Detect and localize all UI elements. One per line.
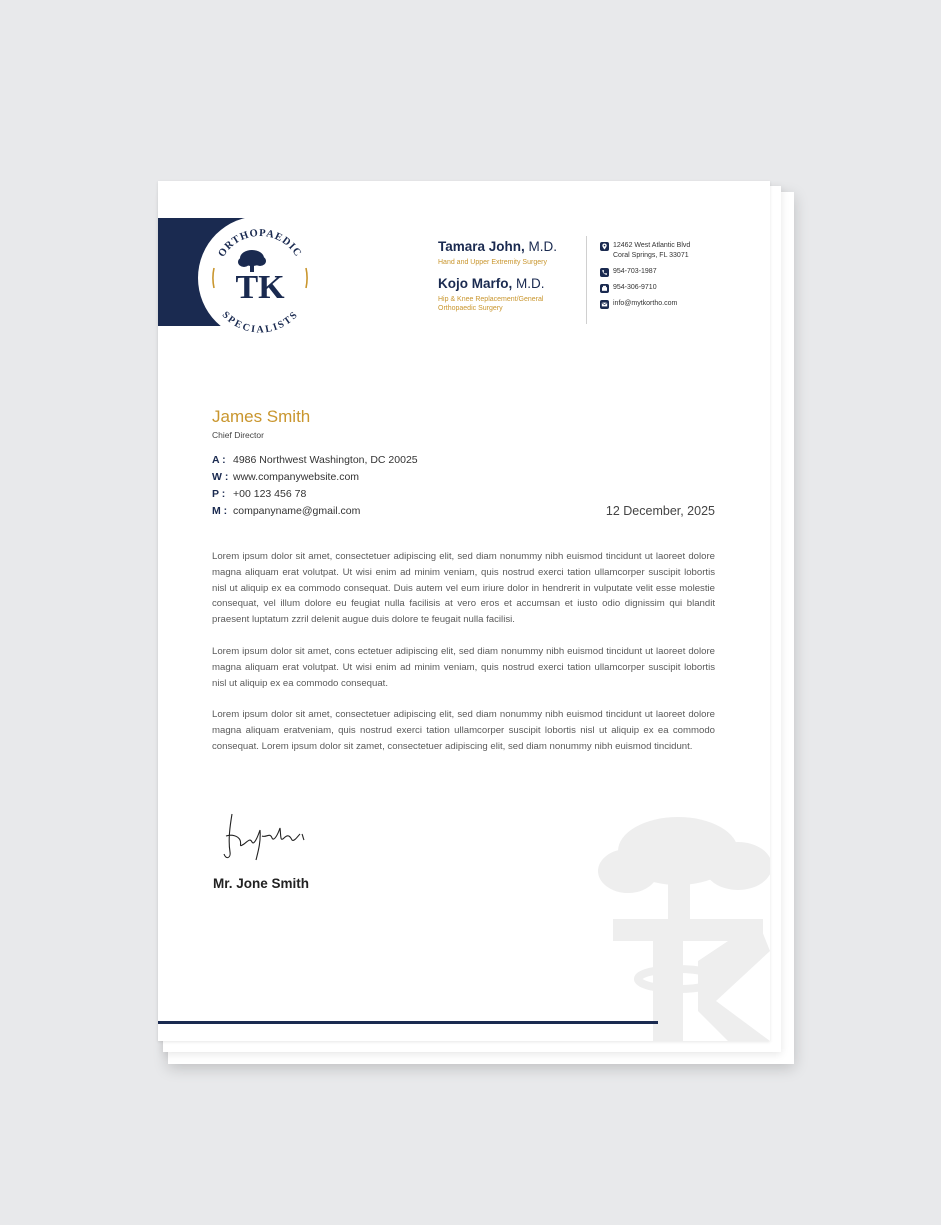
physician-name: Kojo Marfo,	[438, 276, 513, 291]
detail-key: M	[212, 505, 221, 517]
logo-top-text: ORTHOPAEDIC	[216, 227, 304, 260]
phone-icon	[600, 268, 609, 277]
recipient-name: James Smith	[212, 407, 311, 426]
contact-fax	[600, 283, 690, 293]
detail-key: W	[212, 471, 222, 483]
letter-date: 12 December, 2025	[605, 504, 715, 518]
fax-number: 954-306-9710	[613, 284, 657, 291]
physician-suffix: M.D.	[528, 239, 558, 254]
recipient-title: Chief Director	[212, 430, 264, 440]
body-paragraph: Lorem ipsum dolor sit amet, consectetuer adipiscing elit, sed diam nonummy nibh euismod tincidunt ut laoreet dolore magna aliquam eratveniam, quis nostrud exerci tation ullamcorper suscipit lobortis nisl ut aliquip ex ea commodo consequat. Lorem ipsum dolor sit zamet, consectetuer adipiscing elit, sed diam nonummy nibh euismod tincidunt.	[212, 709, 715, 752]
letter-body	[212, 549, 715, 771]
physician-list	[438, 239, 557, 313]
body-paragraph: Lorem ipsum dolor sit amet, cons ectetuer adipiscing elit, sed diam nonummy nibh euismod tincidunt ut laoreet dolore magna aliquam erat volutpat. Ut wisi enim ad minim veniam, quis nostrud exerci tation ullamcorper suscipit lobortis nisl ut aliquip ex ea commodo consequat.	[212, 645, 715, 689]
detail-value: www.companywebsite.com	[233, 471, 360, 483]
contact-address	[600, 241, 690, 261]
letterhead-page	[158, 181, 770, 1041]
orthopaedic-specialists-logo	[198, 216, 322, 340]
physician-specialty: Hand and Upper Extremity Surgery	[438, 259, 547, 266]
detail-separator: :	[224, 471, 229, 483]
contact-phone	[600, 267, 690, 277]
physician-entry	[438, 239, 557, 267]
detail-separator: :	[223, 505, 228, 517]
signature-image	[218, 806, 318, 866]
physician-suffix: M.D.	[516, 276, 545, 291]
email-icon	[600, 300, 609, 309]
email-address: info@mytkortho.com	[613, 300, 678, 307]
address-line: Coral Springs, FL 33071	[613, 252, 689, 259]
detail-key: A	[212, 454, 220, 466]
physician-specialty: Hip & Knee Replacement/General	[438, 296, 544, 303]
detail-row	[212, 488, 418, 505]
recipient-details	[212, 454, 418, 522]
svg-text:SPECIALISTS	[220, 309, 301, 335]
detail-row	[212, 454, 418, 471]
detail-value: companyname@gmail.com	[233, 505, 361, 517]
detail-row	[212, 505, 418, 522]
phone-number: 954-703-1987	[613, 268, 657, 275]
detail-separator: :	[221, 488, 226, 500]
recipient-block	[212, 407, 310, 440]
body-paragraph: Lorem ipsum dolor sit amet, consectetuer adipiscing elit, sed diam nonummy nibh euismod tincidunt ut laoreet dolore magna aliquam erat volutpat. Ut wisi enim ad minim veniam, quis nostrud exerci tation ullamcorper suscipit lobortis nisl ut aliquip ex ea commodo consequat. Duis autem vel eum iriure dolor in hendrerit in vulputate velit esse molestie consequat, vel illum dolore eu feugiat nulla facilisis at vero eros et accumsan et iusto odio dignissim qui blandit praesent luptatum zzril delenit augue duis dolore te feugait nulla facilisi.	[212, 551, 715, 626]
header-divider	[586, 236, 587, 324]
detail-separator: :	[222, 454, 226, 466]
signer-name: Mr. Jone Smith	[213, 876, 310, 891]
logo-monogram: TK	[235, 269, 285, 306]
fax-icon	[600, 284, 609, 293]
address-line: 12462 West Atlantic Blvd	[613, 242, 691, 249]
physician-entry	[438, 276, 557, 313]
detail-row	[212, 471, 418, 488]
detail-value: 4986 Northwest Washington, DC 20025	[233, 454, 418, 466]
detail-value: +00 123 456 78	[233, 488, 307, 500]
detail-key: P	[212, 488, 219, 500]
footer-rule	[158, 1021, 658, 1024]
contact-email	[600, 299, 690, 309]
logo-bottom-text: SPECIALISTS	[219, 309, 301, 336]
watermark-logo	[598, 811, 770, 1041]
location-icon	[600, 242, 609, 251]
physician-name: Tamara John,	[438, 239, 525, 254]
physician-specialty: Orthopaedic Surgery	[438, 305, 503, 312]
practice-contact	[600, 241, 690, 315]
